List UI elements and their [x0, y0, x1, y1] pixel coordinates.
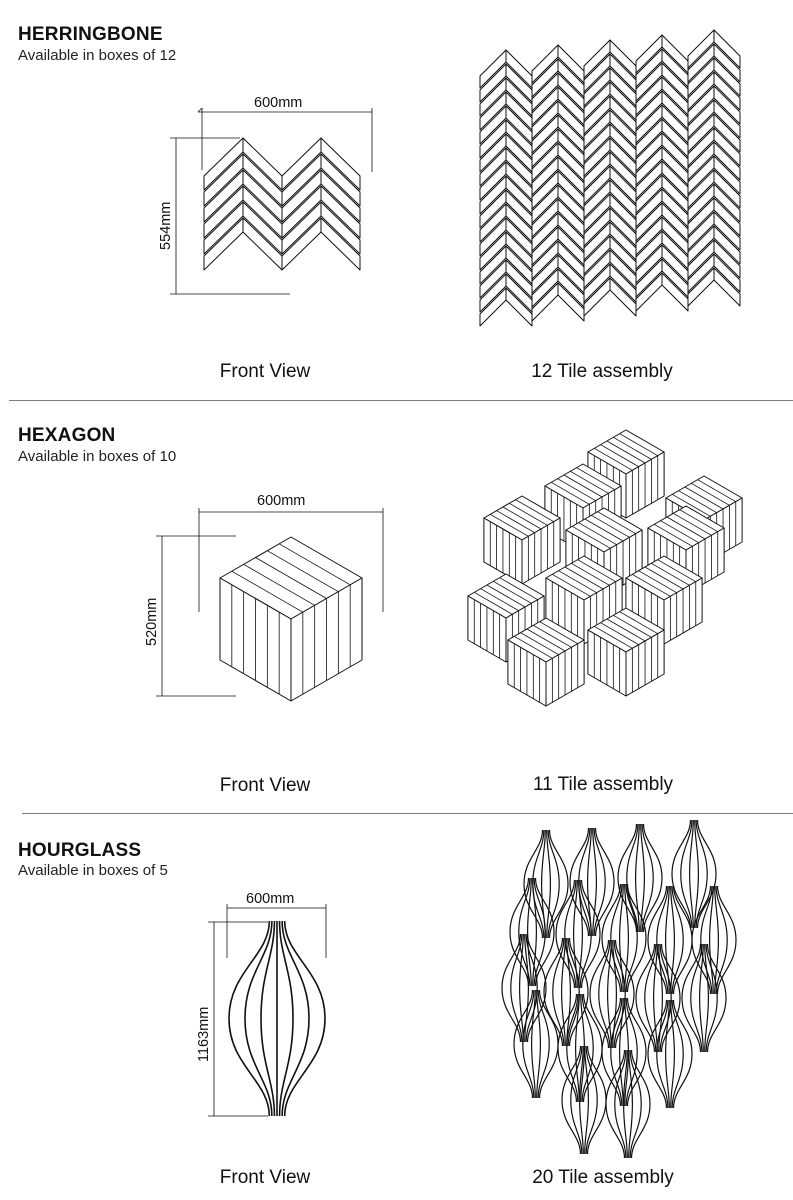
herringbone-title: HERRINGBONE — [18, 24, 163, 45]
hourglass-strip — [671, 886, 675, 994]
hourglass-strip — [625, 884, 629, 992]
hexagon-height-label: 520mm — [144, 597, 160, 646]
hourglass-strip — [532, 990, 536, 1098]
hourglass-strip — [654, 944, 658, 1052]
hourglass-strip — [636, 824, 640, 932]
herringbone-front-caption: Front View — [219, 361, 311, 382]
hourglass-strip — [671, 1000, 675, 1108]
hourglass-height-label: 1163mm — [196, 1006, 212, 1062]
hourglass-strip — [666, 1000, 670, 1108]
hourglass-strip — [537, 990, 541, 1098]
hourglass-strip — [585, 1046, 589, 1154]
herringbone-height-label: 554mm — [158, 201, 174, 250]
hourglass-assembly-view — [0, 800, 793, 1200]
herringbone-assembly-caption: 12 Tile assembly — [531, 361, 673, 382]
hourglass-strip — [562, 938, 566, 1046]
hexagon-assembly-caption: 11 Tile assembly — [532, 774, 674, 795]
hourglass-strip — [547, 830, 551, 938]
hourglass-front-caption: Front View — [219, 1167, 311, 1188]
hourglass-subtitle: Available in boxes of 5 — [18, 862, 168, 879]
hourglass-strip — [705, 944, 709, 1052]
hourglass-strip — [593, 828, 597, 936]
hourglass-strip — [690, 820, 694, 928]
herringbone-assembly-view — [0, 0, 793, 400]
hourglass-strip — [620, 998, 624, 1106]
hourglass-strip — [695, 820, 699, 928]
hourglass-strip — [608, 940, 612, 1048]
hourglass-strip — [715, 886, 719, 994]
hexagon-width-label: 600mm — [257, 493, 306, 509]
hourglass-strip — [710, 886, 714, 994]
hexagon-title: HEXAGON — [18, 425, 116, 446]
hourglass-width-label: 600mm — [246, 891, 295, 907]
hourglass-assembly-caption: 20 Tile assembly — [532, 1167, 674, 1188]
hourglass-strip — [700, 944, 704, 1052]
hexagon-subtitle: Available in boxes of 10 — [18, 448, 177, 465]
hourglass-title: HOURGLASS — [18, 840, 142, 861]
hourglass-strip — [629, 1050, 633, 1158]
herringbone-width-label: 600mm — [254, 95, 303, 111]
hexagon-assembly-view — [0, 400, 793, 800]
herringbone-subtitle: Available in boxes of 12 — [18, 47, 177, 64]
hexagon-front-caption: Front View — [219, 775, 311, 796]
